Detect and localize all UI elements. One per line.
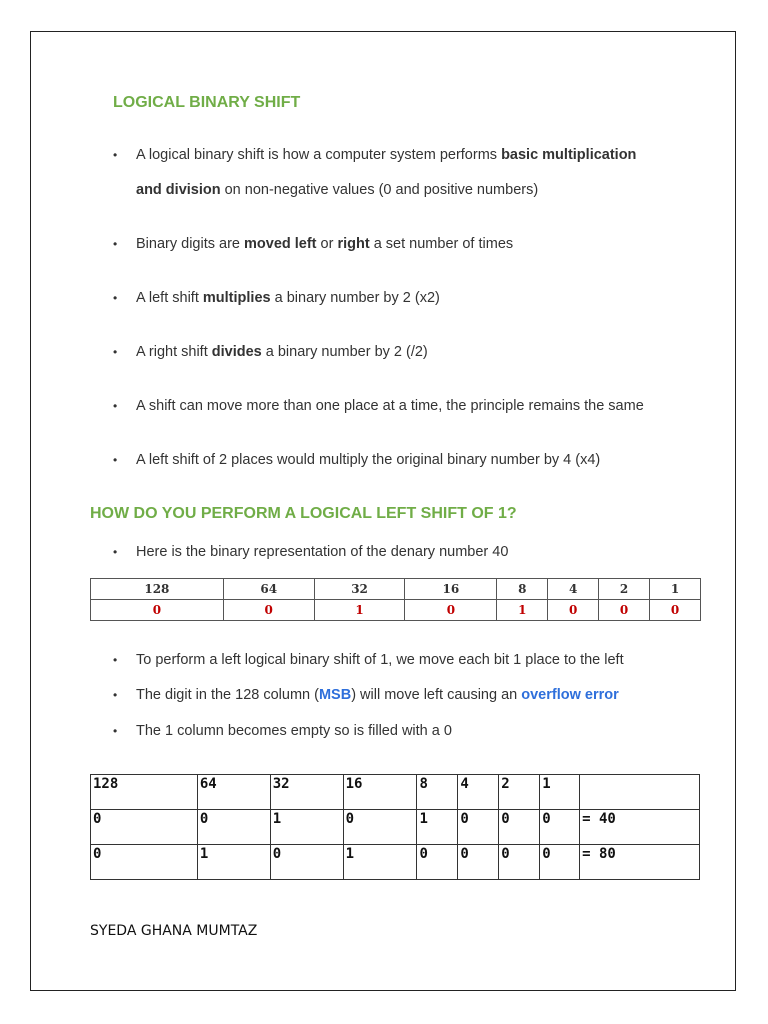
table-cell: 1 [314, 600, 405, 621]
table-cell: 32 [314, 579, 405, 600]
table-cell: 2 [599, 579, 650, 600]
table-cell: 0 [548, 600, 599, 621]
bullet-text: A left shift [136, 290, 203, 306]
table-cell: 0 [499, 845, 540, 880]
bullet-dot-icon: • [113, 545, 118, 559]
table-cell: = 80 [580, 845, 700, 880]
table-cell: 0 [91, 845, 198, 880]
bullet-text: A shift can move more than one place at a time, the principle remains the same [136, 398, 644, 414]
author-name: SYEDA GHANA MUMTAZ [90, 923, 258, 939]
table-cell: 0 [417, 845, 458, 880]
table-cell: 1 [417, 810, 458, 845]
bullet-text: a binary number by 2 (x2) [270, 290, 440, 306]
table-row [91, 600, 701, 621]
table-cell: 1 [343, 845, 417, 880]
bullet-dot-icon: • [113, 724, 118, 738]
bullet-dot-icon: • [113, 453, 118, 467]
bullet-text: a set number of times [369, 236, 514, 252]
table-row [91, 845, 700, 880]
table-cell: 0 [540, 845, 580, 880]
bullet-text: Binary digits are [136, 236, 244, 252]
bullet-bold-text: divides [211, 344, 262, 360]
bullet-text: A left shift of 2 places would multiply the original binary number by 4 (x4) [136, 452, 601, 468]
table-cell: 4 [458, 775, 499, 810]
table-cell: 1 [497, 600, 548, 621]
table-cell: 1 [650, 579, 701, 600]
table-cell: 0 [91, 810, 198, 845]
table-cell: 0 [405, 600, 497, 621]
table-row [91, 810, 700, 845]
table-cell: 8 [417, 775, 458, 810]
table-header-row [91, 775, 700, 810]
bullet-dot-icon: • [113, 345, 118, 359]
table-cell: 64 [223, 579, 314, 600]
bullet-dot-icon: • [113, 237, 118, 251]
table-cell: 1 [540, 775, 580, 810]
table-cell: 0 [270, 845, 343, 880]
table-cell: 0 [343, 810, 417, 845]
table-cell: 8 [497, 579, 548, 600]
table-cell: 1 [270, 810, 343, 845]
bullet-text: To perform a left logical binary shift of 1, we move each bit 1 place to the left [136, 652, 624, 668]
table-cell: 4 [548, 579, 599, 600]
bullet-bold-text: right [337, 236, 370, 252]
bullet-bold-text: moved left [244, 236, 317, 252]
bullet-text: The digit in the 128 column ( [136, 687, 319, 703]
bullet-dot-icon: • [113, 688, 118, 702]
bullet-text: or [316, 236, 338, 252]
table-cell: 16 [405, 579, 497, 600]
table-cell: 0 [599, 600, 650, 621]
binary-shift-table [90, 774, 700, 880]
bullet-text: a binary number by 2 (/2) [261, 344, 428, 360]
overflow-error-highlight: overflow error [521, 687, 619, 703]
bullet-bold-text: and division [136, 182, 221, 198]
binary-table-40 [90, 578, 701, 621]
table-header-row [91, 579, 701, 600]
table-cell: 32 [270, 775, 343, 810]
bullet-bold-text: multiplies [202, 290, 271, 306]
heading-left-shift: HOW DO YOU PERFORM A LOGICAL LEFT SHIFT OF 1? [90, 505, 517, 522]
table-cell: = 40 [580, 810, 700, 845]
bullet-dot-icon: • [113, 148, 118, 162]
table-cell: 0 [540, 810, 580, 845]
table-cell: 16 [343, 775, 417, 810]
table-cell: 128 [91, 579, 224, 600]
table-cell: 0 [223, 600, 314, 621]
table-cell: 0 [458, 845, 499, 880]
table-cell [580, 775, 700, 810]
table-cell: 0 [458, 810, 499, 845]
table-cell: 64 [197, 775, 270, 810]
table-cell: 2 [499, 775, 540, 810]
bullet-bold-text: basic multiplication [501, 147, 637, 163]
bullet-text: A right shift [136, 344, 212, 360]
table-cell: 0 [499, 810, 540, 845]
bullet-dot-icon: • [113, 399, 118, 413]
bullet-dot-icon: • [113, 291, 118, 305]
bullet-text: A logical binary shift is how a computer system performs [136, 147, 502, 163]
table-cell: 1 [197, 845, 270, 880]
heading-logical-binary-shift: LOGICAL BINARY SHIFT [113, 94, 301, 111]
bullet-text: The 1 column becomes empty so is filled with a 0 [136, 723, 452, 739]
bullet-text: ) will move left causing an [351, 687, 522, 703]
bullet-text: on non-negative values (0 and positive numbers) [220, 182, 539, 198]
bullet-text: Here is the binary representation of the denary number 40 [136, 544, 509, 560]
table-cell: 0 [650, 600, 701, 621]
msb-highlight: MSB [318, 687, 352, 703]
table-cell: 128 [91, 775, 198, 810]
table-cell: 0 [91, 600, 224, 621]
bullet-dot-icon: • [113, 653, 118, 667]
table-cell: 0 [197, 810, 270, 845]
